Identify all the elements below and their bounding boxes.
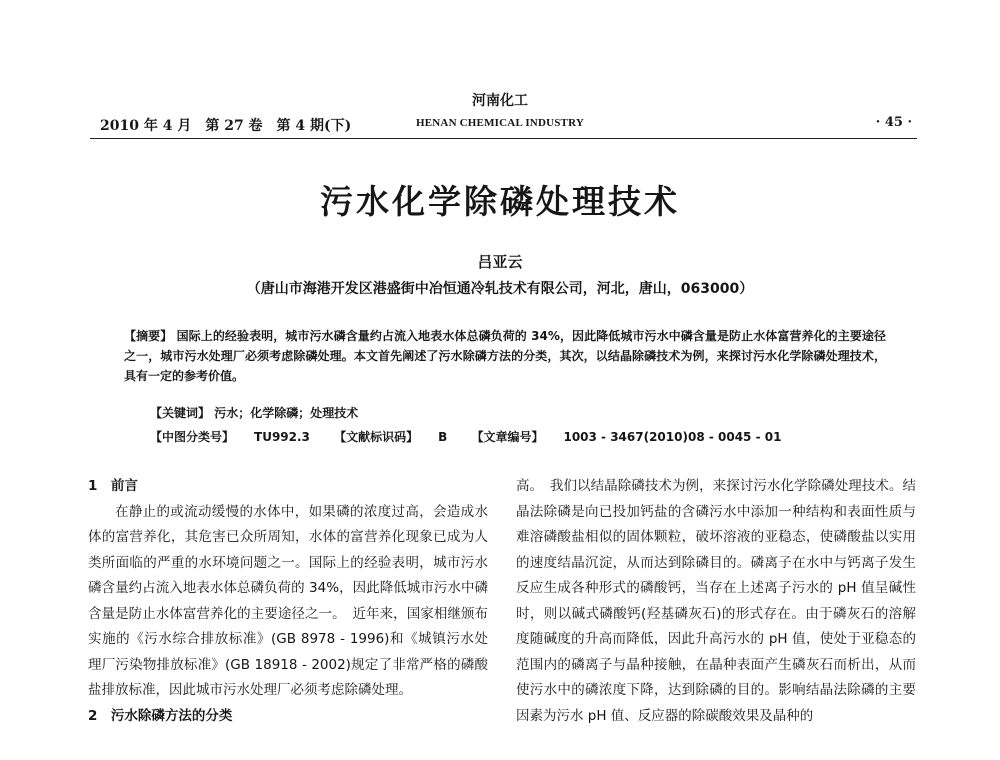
abstract-text: 国际上的经验表明，城市污水磷含量约占流入地表水体总磷负荷的 34%，因此降低城市污水中磷含量是防止水体富营养化的主要途径之一，城市污水处理厂必须考虑除磷处理。本文首先阐述了污水除磷方法的分类，其次，以结晶除磷技术为例，来探讨污水化学除磷处理技术，具有一定的参考价值。: [124, 329, 886, 383]
keywords: [150, 404, 358, 421]
page-number: · 45 ·: [875, 115, 912, 130]
abstract: [124, 326, 886, 386]
article-title: 污水化学除磷处理技术: [320, 182, 680, 221]
section-1-heading: 1 前言: [88, 478, 138, 494]
issue-info: 2010 年 4 月 第 27 卷 第 4 期(下): [100, 118, 352, 134]
article-id-value: 1003 - 3467(2010)08 - 0045 - 01: [563, 430, 782, 444]
author: 吕亚云: [477, 253, 523, 271]
right-column-paragraph: 高。 我们以结晶除磷技术为例，来探讨污水化学除磷处理技术。结晶法除磷是向已投加钙盐的含磷污水中添加一种结构和表面性质与难溶磷酸盐相似的固体颗粒，破坏溶液的亚稳态，使磷酸盐以实用的速度结晶沉淀，从而达到除磷目的。磷离子在水中与钙离子发生反应生成各种形式的磷酸钙，当存在上述离子污水的 pH 值呈碱性时，则以碱式磷酸钙(羟基磷灰石)的形式存在。由于磷灰石的溶解度随碱度的升高而降低，因此升高污水的 pH 值，使处于亚稳态的范围内的磷离子与晶种接触，在晶种表面产生磷灰石而析出，从而使污水中的磷浓度下降，达到除磷的目的。影响结晶法除磷的主要因素为污水 pH 值、反应器的除碳酸效果及晶种的: [516, 478, 916, 724]
section-2-heading: 2 污水除磷方法的分类: [88, 707, 233, 724]
doc-code-value: B: [438, 430, 448, 444]
abstract-label: 【摘要】: [124, 329, 173, 343]
doc-code-label: 【文献标识码】: [334, 430, 419, 444]
journal-name-cn: 河南化工: [472, 93, 528, 109]
keywords-text: 污水；化学除磷；处理技术: [214, 406, 359, 420]
keywords-label: 【关键词】: [150, 406, 211, 420]
clc-value: TU992.3: [254, 430, 310, 444]
section-1-paragraph: 在静止的或流动缓慢的水体中，如果磷的浓度过高，会造成水体的富营养化，其危害已众所周知，水体的富营养化现象已成为人类所面临的严重的水环境问题之一。国际上的经验表明，城市污水磷含量约占流入地表水体总磷负荷的 34%，因此降低城市污水中磷含量是防止水体富营养化的主要途径之一。 近年来，国家相继颁布实施的《污水综合排放标准》(GB 8978 - 1996)和《城镇污水处理厂污染物排放标准》(GB 18918 - 2002)规定了非常严格的磷酸盐排放标准，因此城市污水处理厂必须考虑除磷处理。: [88, 503, 488, 698]
body-column-left: [88, 474, 488, 729]
header-rule: [90, 138, 917, 139]
classification-line: [150, 428, 801, 445]
clc-label: 【中图分类号】: [150, 430, 235, 444]
affiliation: （唐山市海港开发区港盛街中冶恒通冷轧技术有限公司，河北，唐山，063000）: [246, 281, 754, 297]
journal-name-en: HENAN CHEMICAL INDUSTRY: [415, 117, 584, 129]
body-column-right: [516, 474, 916, 729]
article-id-label: 【文章编号】: [471, 430, 544, 444]
